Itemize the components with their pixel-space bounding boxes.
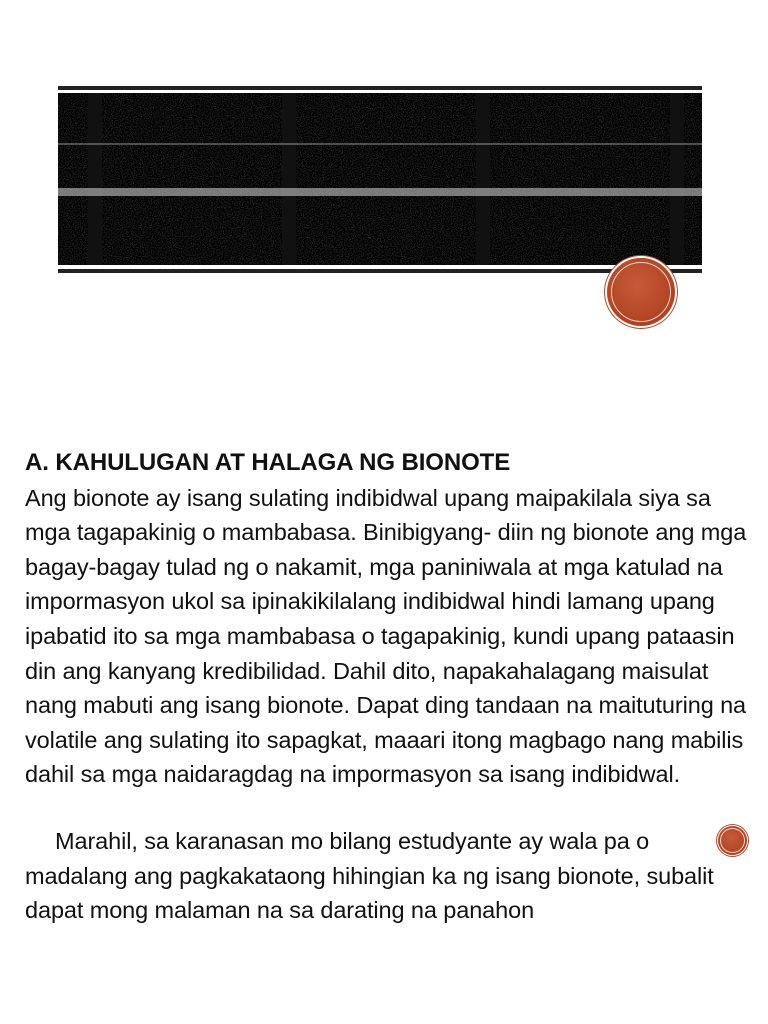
- banner-image: [58, 83, 702, 279]
- decorative-circle-large: [607, 258, 675, 326]
- section-heading: A. KAHULUGAN AT HALAGA NG BIONOTE: [25, 449, 511, 476]
- paragraph-continuation: Marahil, sa karanasan mo bilang estudyante ay wala pa o madalang ang pagkakataong hihingian ka ng isang bionote, subalit dapat mong malaman na sa darating na panahon: [25, 827, 714, 924]
- content-body: [25, 446, 750, 928]
- paragraph-definition: Ang bionote ay isang sulating indibidwal upang maipakilala siya sa mga tagapakinig o mambabasa. Binibigyang- diin ng bionote ang mga bagay-bagay tulad ng o nakamit, mga paniniwala at mga katulad na impormasyon ukol sa ipinakikilalang indibidwal hindi lamang upang ipabatid ito sa mga mambabasa o tagapakinig, kundi upang pataasin din ang kanyang kredibilidad. Dahil dito, napakahalagang maisulat nang mabuti ang isang bionote. Dapat ding tandaan na maituturing na volatile ang sulating ito sapagkat, maaari itong magbago nang mabilis dahil sa mga naidaragdag na impormasyon sa isang indibidwal.: [25, 484, 747, 788]
